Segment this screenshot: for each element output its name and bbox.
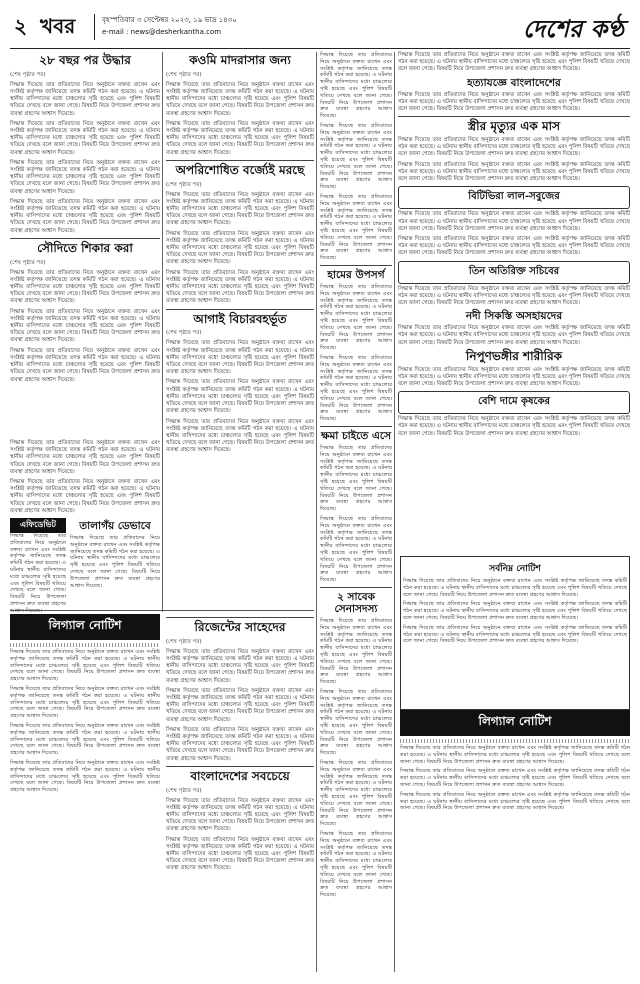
headline-box: বিটিভিরা লাল-সবুজের bbox=[398, 186, 630, 209]
article-narrow-column bbox=[320, 52, 392, 972]
article-body: সিদ্ধান্ত দিয়েছে তার প্রতিবাদের নিয়ে অনুষ্ঠানে বক্তব্য রাখেন এবং সংশ্লিষ্ট কর্তৃপক্ষ জানিয়েছে তদন্ত কমিটি গঠন করা হয়েছে। এ ঘটনায় স্থানীয় বাসিন্দাদের মধ্যে চাঞ্চল্যের সৃষ্টি হয়েছে এবং পুলিশ বিষয়টি খতিয়ে দেখছে বলে জানা গেছে। বিষয়টি নিয়ে উপজেলা প্রশাসন দ্রুত ব্যবস্থা গ্রহণের আশ্বাস দিয়েছে। bbox=[320, 444, 392, 513]
article-body: সিদ্ধান্ত দিয়েছে তার প্রতিবাদের নিয়ে অনুষ্ঠানে বক্তব্য রাখেন এবং সংশ্লিষ্ট কর্তৃপক্ষ জানিয়েছে তদন্ত কমিটি গঠন করা হয়েছে। এ ঘটনায় স্থানীয় বাসিন্দাদের মধ্যে চাঞ্চল্যের সৃষ্টি হয়েছে এবং পুলিশ বিষয়টি খতিয়ে দেখছে বলে জানা গেছে। বিষয়টি নিয়ে উপজেলা প্রশাসন দ্রুত ব্যবস্থা গ্রহণের আশ্বাস দিয়েছে। bbox=[166, 687, 314, 723]
article-body: সিদ্ধান্ত দিয়েছে তার প্রতিবাদের নিয়ে অনুষ্ঠানে বক্তব্য রাখেন এবং সংশ্লিষ্ট কর্তৃপক্ষ জানিয়েছে তদন্ত কমিটি গঠন করা হয়েছে। এ ঘটনায় স্থানীয় বাসিন্দাদের মধ্যে চাঞ্চল্যের সৃষ্টি হয়েছে এবং পুলিশ বিষয়টি খতিয়ে দেখছে বলে জানা গেছে। বিষয়টি নিয়ে উপজেলা প্রশাসন দ্রুত ব্যবস্থা গ্রহণের আশ্বাস দিয়েছে। bbox=[398, 366, 630, 387]
divider bbox=[320, 265, 392, 266]
newspaper-page bbox=[10, 8, 630, 976]
divider bbox=[10, 238, 160, 239]
article-body: সিদ্ধান্ত দিয়েছে তার প্রতিবাদের নিয়ে অনুষ্ঠানে বক্তব্য রাখেন এবং সংশ্লিষ্ট কর্তৃপক্ষ জানিয়েছে তদন্ত কমিটি গঠন করা হয়েছে। এ ঘটনায় স্থানীয় বাসিন্দাদের মধ্যে চাঞ্চল্যের সৃষ্টি হয়েছে এবং পুলিশ বিষয়টি খতিয়ে দেখছে বলে জানা গেছে। বিষয়টি নিয়ে উপজেলা প্রশাসন দ্রুত ব্যবস্থা গ্রহণের আশ্বাস দিয়েছে। bbox=[10, 308, 160, 344]
article-body: সিদ্ধান্ত দিয়েছে তার প্রতিবাদের নিয়ে অনুষ্ঠানে বক্তব্য রাখেন এবং সংশ্লিষ্ট কর্তৃপক্ষ জানিয়েছে তদন্ত কমিটি গঠন করা হয়েছে। এ ঘটনায় স্থানীয় বাসিন্দাদের মধ্যে চাঞ্চল্যের সৃষ্টি হয়েছে এবং পুলিশ বিষয়টি খতিয়ে দেখছে বলে জানা গেছে। বিষয়টি নিয়ে উপজেলা প্রশাসন দ্রুত ব্যবস্থা গ্রহণের আশ্বাস দিয়েছে। bbox=[166, 120, 314, 156]
continued-note: (শেষ পৃষ্ঠার পর) bbox=[166, 638, 202, 645]
headline: নদী সিকস্তি অসহায়দের bbox=[465, 310, 563, 323]
contact-email: e-mail : news@desherkantha.com bbox=[102, 28, 222, 36]
headline: নিপুণভঙ্গীর শারীরিক bbox=[465, 348, 563, 363]
legal-notice-right bbox=[400, 710, 630, 974]
masthead-divider bbox=[94, 14, 95, 40]
newspaper-logo: দেশের কণ্ঠ bbox=[522, 14, 624, 43]
continued-note: (শেষ পৃষ্ঠার পর) bbox=[166, 181, 202, 188]
article-tallaghy bbox=[70, 518, 160, 618]
divider bbox=[166, 617, 314, 618]
article-body: সিদ্ধান্ত দিয়েছে তার প্রতিবাদের নিয়ে অনুষ্ঠানে বক্তব্য রাখেন এবং সংশ্লিষ্ট কর্তৃপক্ষ জানিয়েছে তদন্ত কমিটি গঠন করা হয়েছে। এ ঘটনায় স্থানীয় বাসিন্দাদের মধ্যে চাঞ্চল্যের সৃষ্টি হয়েছে এবং পুলিশ বিষয়টি খতিয়ে দেখছে বলে জানা গেছে। বিষয়টি নিয়ে উপজেলা প্রশাসন দ্রুত ব্যবস্থা গ্রহণের আশ্বাস দিয়েছে। bbox=[398, 91, 630, 113]
article-body: সিদ্ধান্ত দিয়েছে তার প্রতিবাদের নিয়ে অনুষ্ঠানে বক্তব্য রাখেন এবং সংশ্লিষ্ট কর্তৃপক্ষ জানিয়েছে তদন্ত কমিটি গঠন করা হয়েছে। এ ঘটনায় স্থানীয় বাসিন্দাদের মধ্যে চাঞ্চল্যের সৃষ্টি হয়েছে এবং পুলিশ বিষয়টি খতিয়ে দেখছে বলে জানা গেছে। বিষয়টি নিয়ে উপজেলা প্রশাসন দ্রুত ব্যবস্থা গ্রহণের আশ্বাস দিয়েছে। bbox=[10, 269, 160, 305]
legal-notice-body: সিদ্ধান্ত দিয়েছে তার প্রতিবাদের নিয়ে অনুষ্ঠানে বক্তব্য রাখেন এবং সংশ্লিষ্ট কর্তৃপক্ষ জানিয়েছে তদন্ত কমিটি গঠন করা হয়েছে। এ ঘটনায় স্থানীয় বাসিন্দাদের মধ্যে চাঞ্চল্যের সৃষ্টি হয়েছে এবং পুলিশ বিষয়টি খতিয়ে দেখছে বলে জানা গেছে। বিষয়টি নিয়ে উপজেলা প্রশাসন দ্রুত ব্যবস্থা গ্রহণের আশ্বাস দিয়েছে। bbox=[10, 722, 160, 757]
headline: ২৮ বছর পর উদ্ধার bbox=[39, 53, 131, 67]
column-rule bbox=[162, 52, 163, 612]
article-right-column bbox=[398, 52, 630, 552]
article-body: সিদ্ধান্ত দিয়েছে তার প্রতিবাদের নিয়ে অনুষ্ঠানে বক্তব্য রাখেন এবং সংশ্লিষ্ট কর্তৃপক্ষ জানিয়েছে তদন্ত কমিটি গঠন করা হয়েছে। এ ঘটনায় স্থানীয় বাসিন্দাদের মধ্যে চাঞ্চল্যের সৃষ্টি হয়েছে এবং পুলিশ বিষয়টি খতিয়ে দেখছে বলে জানা গেছে। বিষয়টি নিয়ে উপজেলা প্রশাসন দ্রুত ব্যবস্থা গ্রহণের আশ্বাস দিয়েছে। bbox=[320, 618, 392, 686]
column-rule bbox=[316, 52, 317, 972]
headline: রিজেন্টের সাহেদের bbox=[194, 620, 286, 634]
legal-notice-body: সিদ্ধান্ত দিয়েছে তার প্রতিবাদের নিয়ে অনুষ্ঠানে বক্তব্য রাখেন এবং সংশ্লিষ্ট কর্তৃপক্ষ জানিয়েছে তদন্ত কমিটি গঠন করা হয়েছে। এ ঘটনায় স্থানীয় বাসিন্দাদের মধ্যে চাঞ্চল্যের সৃষ্টি হয়েছে এবং পুলিশ বিষয়টি খতিয়ে দেখছে বলে জানা গেছে। বিষয়টি নিয়ে উপজেলা প্রশাসন দ্রুত ব্যবস্থা গ্রহণের আশ্বাস দিয়েছে। bbox=[10, 759, 160, 794]
headline-box: তিন অতিরিক্ত সচিবের bbox=[398, 261, 630, 284]
notice-body: সিদ্ধান্ত দিয়েছে তার প্রতিবাদের নিয়ে অনুষ্ঠানে বক্তব্য রাখেন এবং সংশ্লিষ্ট কর্তৃপক্ষ জানিয়েছে তদন্ত কমিটি গঠন করা হয়েছে। এ ঘটনায় স্থানীয় বাসিন্দাদের মধ্যে চাঞ্চল্যের সৃষ্টি হয়েছে এবং পুলিশ বিষয়টি খতিয়ে দেখছে বলে জানা গেছে। বিষয়টি নিয়ে উপজেলা প্রশাসন দ্রুত ব্যবস্থা গ্রহণের আশ্বাস দিয়েছে। bbox=[403, 578, 627, 598]
legal-notice-left bbox=[10, 614, 160, 974]
article-body: সিদ্ধান্ত দিয়েছে তার প্রতিবাদের নিয়ে অনুষ্ঠানে বক্তব্য রাখেন এবং সংশ্লিষ্ট কর্তৃপক্ষ জানিয়েছে তদন্ত কমিটি গঠন করা হয়েছে। এ ঘটনায় স্থানীয় বাসিন্দাদের মধ্যে চাঞ্চল্যের সৃষ্টি হয়েছে এবং পুলিশ বিষয়টি খতিয়ে দেখছে বলে জানা গেছে। বিষয়টি নিয়ে উপজেলা প্রশাসন দ্রুত ব্যবস্থা গ্রহণের আশ্বাস দিয়েছে। bbox=[320, 759, 392, 828]
article-body: সিদ্ধান্ত দিয়েছে তার প্রতিবাদের নিয়ে অনুষ্ঠানে বক্তব্য রাখেন এবং সংশ্লিষ্ট কর্তৃপক্ষ জানিয়েছে তদন্ত কমিটি গঠন করা হয়েছে। এ ঘটনায় স্থানীয় বাসিন্দাদের মধ্যে চাঞ্চল্যের সৃষ্টি হয়েছে এবং পুলিশ বিষয়টি খতিয়ে দেখছে বলে জানা গেছে। বিষয়টি নিয়ে উপজেলা প্রশাসন দ্রুত ব্যবস্থা গ্রহণের আশ্বাস দিয়েছে। bbox=[398, 137, 630, 158]
article-body: সিদ্ধান্ত দিয়েছে তার প্রতিবাদের নিয়ে অনুষ্ঠানে বক্তব্য রাখেন এবং সংশ্লিষ্ট কর্তৃপক্ষ জানিয়েছে তদন্ত কমিটি গঠন করা হয়েছে। এ ঘটনায় স্থানীয় বাসিন্দাদের মধ্যে চাঞ্চল্যের সৃষ্টি হয়েছে এবং পুলিশ বিষয়টি খতিয়ে দেখছে বলে জানা গেছে। বিষয়টি নিয়ে উপজেলা প্রশাসন দ্রুত ব্যবস্থা গ্রহণের আশ্বাস দিয়েছে। bbox=[10, 120, 160, 156]
divider bbox=[166, 309, 314, 310]
article-body: সিদ্ধান্ত দিয়েছে তার প্রতিবাদের নিয়ে অনুষ্ঠানে বক্তব্য রাখেন এবং সংশ্লিষ্ট কর্তৃপক্ষ জানিয়েছে তদন্ত কমিটি গঠন করা হয়েছে। এ ঘটনায় স্থানীয় বাসিন্দাদের মধ্যে চাঞ্চল্যের সৃষ্টি হয়েছে এবং পুলিশ বিষয়টি খতিয়ে দেখছে বলে জানা গেছে। বিষয়টি নিয়ে উপজেলা প্রশাসন দ্রুত ব্যবস্থা গ্রহণের আশ্বাস দিয়েছে। bbox=[320, 689, 392, 757]
article-body: সিদ্ধান্ত দিয়েছে তার প্রতিবাদের নিয়ে অনুষ্ঠানে বক্তব্য রাখেন এবং সংশ্লিষ্ট কর্তৃপক্ষ জানিয়েছে তদন্ত কমিটি গঠন করা হয়েছে। এ ঘটনায় স্থানীয় বাসিন্দাদের মধ্যে চাঞ্চল্যের সৃষ্টি হয়েছে এবং পুলিশ বিষয়টি খতিয়ে দেখছে বলে জানা গেছে। বিষয়টি নিয়ে উপজেলা প্রশাসন দ্রুত ব্যবস্থা গ্রহণের আশ্বাস দিয়েছে। bbox=[166, 726, 314, 762]
article-body: সিদ্ধান্ত দিয়েছে তার প্রতিবাদের নিয়ে অনুষ্ঠানে বক্তব্য রাখেন এবং সংশ্লিষ্ট কর্তৃপক্ষ জানিয়েছে তদন্ত কমিটি গঠন করা হয়েছে। এ ঘটনায় স্থানীয় বাসিন্দাদের মধ্যে চাঞ্চল্যের সৃষ্টি হয়েছে এবং পুলিশ বিষয়টি খতিয়ে দেখছে বলে জানা গেছে। বিষয়টি নিয়ে উপজেলা প্রশাসন দ্রুত ব্যবস্থা গ্রহণের আশ্বাস দিয়েছে। bbox=[320, 515, 392, 584]
section-rule bbox=[10, 610, 314, 611]
page-number: ২ bbox=[14, 14, 28, 38]
legal-notice-header: লিগ্যাল নোটিশ bbox=[10, 614, 160, 640]
divider bbox=[166, 160, 314, 161]
article-body: সিদ্ধান্ত দিয়েছে তার প্রতিবাদের নিয়ে অনুষ্ঠানে বক্তব্য রাখেন এবং সংশ্লিষ্ট কর্তৃপক্ষ জানিয়েছে তদন্ত কমিটি গঠন করা হয়েছে। এ ঘটনায় স্থানীয় বাসিন্দাদের মধ্যে চাঞ্চল্যের সৃষ্টি হয়েছে এবং পুলিশ বিষয়টি খতিয়ে দেখছে বলে জানা গেছে। বিষয়টি নিয়ে উপজেলা প্রশাসন দ্রুত ব্যবস্থা গ্রহণের আশ্বাস দিয়েছে। bbox=[166, 797, 314, 833]
divider bbox=[166, 766, 314, 767]
article-rescue bbox=[10, 52, 160, 436]
headline-box: বেশি দামে কৃষকের bbox=[398, 391, 630, 414]
article-body: সিদ্ধান্ত দিয়েছে তার প্রতিবাদের নিয়ে অনুষ্ঠানে বক্তব্য রাখেন এবং সংশ্লিষ্ট কর্তৃপক্ষ জানিয়েছে তদন্ত কমিটি গঠন করা হয়েছে। এ ঘটনায় স্থানীয় বাসিন্দাদের মধ্যে চাঞ্চল্যের সৃষ্টি হয়েছে এবং পুলিশ বিষয়টি খতিয়ে দেখছে বলে জানা গেছে। বিষয়টি নিয়ে উপজেলা প্রশাসন দ্রুত ব্যবস্থা গ্রহণের আশ্বাস দিয়েছে। bbox=[166, 191, 314, 227]
article-body: সিদ্ধান্ত দিয়েছে তার প্রতিবাদের নিয়ে অনুষ্ঠানে বক্তব্য রাখেন এবং সংশ্লিষ্ট কর্তৃপক্ষ জানিয়েছে তদন্ত কমিটি গঠন করা হয়েছে। এ ঘটনায় স্থানীয় বাসিন্দাদের মধ্যে চাঞ্চল্যের সৃষ্টি হয়েছে এবং পুলিশ বিষয়টি খতিয়ে দেখছে বলে জানা গেছে। বিষয়টি নিয়ে উপজেলা প্রশাসন দ্রুত ব্যবস্থা গ্রহণের আশ্বাস দিয়েছে। bbox=[320, 122, 392, 191]
article-body: সিদ্ধান্ত দিয়েছে তার প্রতিবাদের নিয়ে অনুষ্ঠানে বক্তব্য রাখেন এবং সংশ্লিষ্ট কর্তৃপক্ষ জানিয়েছে তদন্ত কমিটি গঠন করা হয়েছে। এ ঘটনায় স্থানীয় বাসিন্দাদের মধ্যে চাঞ্চল্যের সৃষ্টি হয়েছে এবং পুলিশ বিষয়টি খতিয়ে দেখছে বলে জানা গেছে। বিষয়টি নিয়ে উপজেলা প্রশাসন দ্রুত ব্যবস্থা গ্রহণের আশ্বাস দিয়েছে। bbox=[166, 230, 314, 266]
article-regent bbox=[166, 614, 314, 974]
article-body: সিদ্ধান্ত দিয়েছে তার প্রতিবাদের নিয়ে অনুষ্ঠানে বক্তব্য রাখেন এবং সংশ্লিষ্ট কর্তৃপক্ষ জানিয়েছে তদন্ত কমিটি গঠন করা হয়েছে। এ ঘটনায় স্থানীয় বাসিন্দাদের মধ্যে চাঞ্চল্যের সৃষ্টি হয়েছে এবং পুলিশ বিষয়টি খতিয়ে দেখছে বলে জানা গেছে। বিষয়টি নিয়ে উপজেলা প্রশাসন দ্রুত ব্যবস্থা গ্রহণের আশ্বাস দিয়েছে। bbox=[166, 836, 314, 872]
article-body: সিদ্ধান্ত দিয়েছে তার প্রতিবাদের নিয়ে অনুষ্ঠানে বক্তব্য রাখেন এবং সংশ্লিষ্ট কর্তৃপক্ষ জানিয়েছে তদন্ত কমিটি গঠন করা হয়েছে। এ ঘটনায় স্থানীয় বাসিন্দাদের মধ্যে চাঞ্চল্যের সৃষ্টি হয়েছে এবং পুলিশ বিষয়টি খতিয়ে দেখছে বলে জানা গেছে। বিষয়টি নিয়ে উপজেলা প্রশাসন দ্রুত ব্যবস্থা গ্রহণের আশ্বাস দিয়েছে। bbox=[10, 347, 160, 383]
article-body: সিদ্ধান্ত দিয়েছে তার প্রতিবাদের নিয়ে অনুষ্ঠানে বক্তব্য রাখেন এবং সংশ্লিষ্ট কর্তৃপক্ষ জানিয়েছে তদন্ত কমিটি গঠন করা হয়েছে। এ ঘটনায় স্থানীয় বাসিন্দাদের মধ্যে চাঞ্চল্যের সৃষ্টি হয়েছে এবং পুলিশ বিষয়টি খতিয়ে দেখছে বলে জানা গেছে। বিষয়টি নিয়ে উপজেলা প্রশাসন দ্রুত ব্যবস্থা গ্রহণের আশ্বাস দিয়েছে। bbox=[166, 269, 314, 305]
affidavit-text: সিদ্ধান্ত দিয়েছে তার প্রতিবাদের নিয়ে অনুষ্ঠানে বক্তব্য রাখেন এবং সংশ্লিষ্ট কর্তৃপক্ষ জানিয়েছে তদন্ত কমিটি গঠন করা হয়েছে। এ ঘটনায় স্থানীয় বাসিন্দাদের মধ্যে চাঞ্চল্যের সৃষ্টি হয়েছে এবং পুলিশ বিষয়টি খতিয়ে দেখছে বলে জানা গেছে। বিষয়টি নিয়ে উপজেলা প্রশাসন দ্রুত ব্যবস্থা গ্রহণের bbox=[10, 533, 66, 607]
legal-notice-body: সিদ্ধান্ত দিয়েছে তার প্রতিবাদের নিয়ে অনুষ্ঠানে বক্তব্য রাখেন এবং সংশ্লিষ্ট কর্তৃপক্ষ জানিয়েছে তদন্ত কমিটি গঠন করা হয়েছে। এ ঘটনায় স্থানীয় বাসিন্দাদের মধ্যে চাঞ্চল্যের সৃষ্টি হয়েছে এবং পুলিশ বিষয়টি খতিয়ে দেখছে বলে জানা গেছে। বিষয়টি নিয়ে উপজেলা প্রশাসন দ্রুত ব্যবস্থা গ্রহণের আশ্বাস দিয়েছে। bbox=[400, 745, 630, 765]
continued-note: (শেষ পৃষ্ঠার পর) bbox=[166, 71, 202, 78]
article-body: সিদ্ধান্ত দিয়েছে তার প্রতিবাদের নিয়ে অনুষ্ঠানে বক্তব্য রাখেন এবং সংশ্লিষ্ট কর্তৃপক্ষ জানিয়েছে তদন্ত কমিটি গঠন করা হয়েছে। এ ঘটনায় স্থানীয় বাসিন্দাদের মধ্যে চাঞ্চল্যের সৃষ্টি হয়েছে এবং পুলিশ বিষয়টি খতিয়ে দেখছে বলে জানা গেছে। বিষয়টি নিয়ে উপজেলা প্রশাসন দ্রুত ব্যবস্থা গ্রহণের আশ্বাস দিয়েছে। bbox=[320, 830, 392, 899]
article-body: সিদ্ধান্ত দিয়েছে তার প্রতিবাদের নিয়ে অনুষ্ঠানে বক্তব্য রাখেন এবং সংশ্লিষ্ট কর্তৃপক্ষ জানিয়েছে তদন্ত কমিটি গঠন করা হয়েছে। এ ঘটনায় স্থানীয় বাসিন্দাদের মধ্যে চাঞ্চল্যের সৃষ্টি হয়েছে এবং পুলিশ বিষয়টি খতিয়ে দেখছে বলে জানা গেছে। বিষয়টি নিয়ে উপজেলা প্রশাসন দ্রুত ব্যবস্থা গ্রহণের আশ্বাস দিয়েছে। bbox=[166, 340, 314, 376]
article-body: সিদ্ধান্ত দিয়েছে তার প্রতিবাদের নিয়ে অনুষ্ঠানে বক্তব্য রাখেন এবং সংশ্লিষ্ট কর্তৃপক্ষ জানিয়েছে তদন্ত কমিটি গঠন করা হয়েছে। এ ঘটনায় স্থানীয় বাসিন্দাদের মধ্যে চাঞ্চল্যের সৃষ্টি হয়েছে এবং পুলিশ বিষয়টি খতিয়ে দেখছে বলে জানা গেছে। বিষয়টি নিয়ে উপজেলা প্রশাসন দ্রুত ব্যবস্থা গ্রহণের আশ্বাস দিয়েছে। bbox=[398, 161, 630, 183]
notice-title: সর্বনিম্ন নোটিশ bbox=[489, 564, 541, 574]
headline: স্ত্রীর মৃত্যুর এক মাস bbox=[467, 119, 561, 134]
column-rule bbox=[394, 52, 395, 972]
affidavit-label: এফিডেভিট bbox=[10, 518, 66, 533]
divider bbox=[320, 426, 392, 427]
article-body: সিদ্ধান্ত দিয়েছে তার প্রতিবাদের নিয়ে অনুষ্ঠানে বক্তব্য রাখেন এবং সংশ্লিষ্ট কর্তৃপক্ষ জানিয়েছে তদন্ত কমিটি গঠন করা হয়েছে। এ ঘটনায় স্থানীয় বাসিন্দাদের মধ্যে চাঞ্চল্যের সৃষ্টি হয়েছে এবং পুলিশ বিষয়টি খতিয়ে দেখছে বলে জানা গেছে। বিষয়টি নিয়ে উপজেলা প্রশাসন দ্রুত ব্যবস্থা গ্রহণের আশ্বাস দিয়েছে। bbox=[10, 159, 160, 195]
continued-note: (শেষ পৃষ্ঠার পর) bbox=[166, 787, 202, 794]
article-body: সিদ্ধান্ত দিয়েছে তার প্রতিবাদের নিয়ে অনুষ্ঠানে বক্তব্য রাখেন এবং সংশ্লিষ্ট কর্তৃপক্ষ জানিয়েছে তদন্ত কমিটি গঠন করা হয়েছে। এ ঘটনায় স্থানীয় বাসিন্দাদের মধ্যে চাঞ্চল্যের সৃষ্টি হয়েছে এবং পুলিশ বিষয়টি খতিয়ে দেখছে বলে জানা গেছে। বিষয়টি নিয়ে উপজেলা প্রশাসন দ্রুত ব্যবস্থা গ্রহণের আশ্বাস দিয়েছে। bbox=[398, 325, 630, 346]
article-body: সিদ্ধান্ত দিয়েছে তার প্রতিবাদের নিয়ে অনুষ্ঠানে বক্তব্য রাখেন এবং সংশ্লিষ্ট কর্তৃপক্ষ জানিয়েছে তদন্ত কমিটি গঠন করা হয়েছে। এ ঘটনায় স্থানীয় বাসিন্দাদের মধ্যে চাঞ্চল্যের সৃষ্টি হয়েছে এবং পুলিশ বিষয়টি খতিয়ে দেখছে বলে জানা গেছে। বিষয়টি নিয়ে উপজেলা প্রশাসন দ্রুত ব্যবস্থা গ্রহণের আশ্বাস দিয়েছে। bbox=[398, 52, 630, 73]
continued-note: (শেষ পৃষ্ঠার পর) bbox=[166, 330, 202, 337]
divider bbox=[320, 587, 392, 588]
legal-notice-body: সিদ্ধান্ত দিয়েছে তার প্রতিবাদের নিয়ে অনুষ্ঠানে বক্তব্য রাখেন এবং সংশ্লিষ্ট কর্তৃপক্ষ জানিয়েছে তদন্ত কমিটি গঠন করা হয়েছে। এ ঘটনায় স্থানীয় বাসিন্দাদের মধ্যে চাঞ্চল্যের সৃষ্টি হয়েছে এবং পুলিশ বিষয়টি খতিয়ে দেখছে বলে জানা গেছে। বিষয়টি নিয়ে উপজেলা প্রশাসন দ্রুত ব্যবস্থা গ্রহণের আশ্বাস দিয়েছে। bbox=[10, 649, 160, 683]
legal-notice-body: সিদ্ধান্ত দিয়েছে তার প্রতিবাদের নিয়ে অনুষ্ঠানে বক্তব্য রাখেন এবং সংশ্লিষ্ট কর্তৃপক্ষ জানিয়েছে তদন্ত কমিটি গঠন করা হয়েছে। এ ঘটনায় স্থানীয় বাসিন্দাদের মধ্যে চাঞ্চল্যের সৃষ্টি হয়েছে এবং পুলিশ বিষয়টি খতিয়ে দেখছে বলে জানা গেছে। বিষয়টি নিয়ে উপজেলা প্রশাসন দ্রুত ব্যবস্থা গ্রহণের আশ্বাস দিয়েছে। bbox=[400, 768, 630, 788]
headline: হত্যাযজ্ঞে বাংলাদেশের bbox=[467, 76, 561, 89]
notice-body: সিদ্ধান্ত দিয়েছে তার প্রতিবাদের নিয়ে অনুষ্ঠানে বক্তব্য রাখেন এবং সংশ্লিষ্ট কর্তৃপক্ষ জানিয়েছে তদন্ত কমিটি গঠন করা হয়েছে। এ ঘটনায় স্থানীয় বাসিন্দাদের মধ্যে চাঞ্চল্যের সৃষ্টি হয়েছে এবং পুলিশ বিষয়টি খতিয়ে দেখছে বলে জানা গেছে। বিষয়টি নিয়ে উপজেলা প্রশাসন দ্রুত ব্যবস্থা গ্রহণের আশ্বাস দিয়েছে। bbox=[403, 624, 627, 645]
public-notice-box bbox=[400, 556, 630, 710]
article-body: সিদ্ধান্ত দিয়েছে তার প্রতিবাদের নিয়ে অনুষ্ঠানে বক্তব্য রাখেন এবং সংশ্লিষ্ট কর্তৃপক্ষ জানিয়েছে তদন্ত কমিটি গঠন করা হয়েছে। এ ঘটনায় স্থানীয় বাসিন্দাদের মধ্যে চাঞ্চল্যের সৃষ্টি হয়েছে এবং পুলিশ বিষয়টি খতিয়ে দেখছে বলে জানা গেছে। বিষয়টি নিয়ে উপজেলা প্রশাসন দ্রুত ব্যবস্থা গ্রহণের আশ্বাস দিয়েছে। bbox=[398, 235, 630, 257]
headline: অপরিশোধিত বর্জ্যেই মরছে bbox=[175, 162, 305, 177]
headline: ২ সাবেক সেনাসদস্য bbox=[334, 590, 378, 615]
article-body: সিদ্ধান্ত দিয়েছে তার প্রতিবাদের নিয়ে অনুষ্ঠানে বক্তব্য রাখেন এবং সংশ্লিষ্ট কর্তৃপক্ষ জানিয়েছে তদন্ত কমিটি গঠন করা হয়েছে। এ ঘটনায় স্থানীয় বাসিন্দাদের মধ্যে চাঞ্চল্যের সৃষ্টি হয়েছে এবং পুলিশ বিষয়টি খতিয়ে দেখছে বলে জানা গেছে। বিষয়টি নিয়ে উপজেলা প্রশাসন দ্রুত ব্যবস্থা গ্রহণের আশ্বাস দিয়েছে। bbox=[166, 648, 314, 684]
legal-notice-header: লিগ্যাল নোটিশ bbox=[400, 710, 630, 736]
article-body: সিদ্ধান্ত দিয়েছে তার প্রতিবাদের নিয়ে অনুষ্ঠানে বক্তব্য রাখেন এবং সংশ্লিষ্ট কর্তৃপক্ষ জানিয়েছে তদন্ত কমিটি গঠন করা হয়েছে। এ ঘটনায় স্থানীয় বাসিন্দাদের মধ্যে চাঞ্চল্যের সৃষ্টি হয়েছে এবং পুলিশ বিষয়টি খতিয়ে দেখছে বলে জানা গেছে। বিষয়টি নিয়ে উপজেলা প্রশাসন দ্রুত ব্যবস্থা গ্রহণের আশ্বাস দিয়েছে। bbox=[10, 479, 160, 514]
headline: বাংলাদেশের সবচেয়ে bbox=[190, 768, 290, 783]
section-title: খবর bbox=[40, 14, 76, 38]
article-body: সিদ্ধান্ত দিয়েছে তার প্রতিবাদের নিয়ে অনুষ্ঠানে বক্তব্য রাখেন এবং সংশ্লিষ্ট কর্তৃপক্ষ জানিয়েছে তদন্ত কমিটি গঠন করা হয়েছে। এ ঘটনায় স্থানীয় বাসিন্দাদের মধ্যে চাঞ্চল্যের সৃষ্টি হয়েছে এবং পুলিশ বিষয়টি খতিয়ে দেখছে বলে জানা গেছে। বিষয়টি নিয়ে উপজেলা প্রশাসন দ্রুত ব্যবস্থা গ্রহণের আশ্বাস দিয়েছে। bbox=[166, 81, 314, 117]
article-lower-left bbox=[10, 440, 160, 606]
continued-note: (শেষ পৃষ্ঠার পর) bbox=[10, 71, 46, 78]
headline: কওমি মাদরাসার জন্য bbox=[189, 53, 291, 67]
article-body: সিদ্ধান্ত দিয়েছে তার প্রতিবাদের নিয়ে অনুষ্ঠানে বক্তব্য রাখেন এবং সংশ্লিষ্ট কর্তৃপক্ষ জানিয়েছে তদন্ত কমিটি গঠন করা হয়েছে। এ ঘটনায় স্থানীয় বাসিন্দাদের মধ্যে চাঞ্চল্যের সৃষ্টি হয়েছে এবং পুলিশ বিষয়টি খতিয়ে দেখছে বলে জানা গেছে। বিষয়টি নিয়ে উপজেলা প্রশাসন দ্রুত ব্যবস্থা গ্রহণের আশ্বাস দিয়েছে। bbox=[398, 416, 630, 437]
article-body: সিদ্ধান্ত দিয়েছে তার প্রতিবাদের নিয়ে অনুষ্ঠানে বক্তব্য রাখেন এবং সংশ্লিষ্ট কর্তৃপক্ষ জানিয়েছে তদন্ত কমিটি গঠন করা হয়েছে। এ ঘটনায় স্থানীয় বাসিন্দাদের মধ্যে চাঞ্চল্যের সৃষ্টি হয়েছে এবং পুলিশ বিষয়টি খতিয়ে দেখছে বলে জানা গেছে। বিষয়টি নিয়ে উপজেলা প্রশাসন দ্রুত ব্যবস্থা গ্রহণের আশ্বাস দিয়েছে। bbox=[320, 354, 392, 423]
headline: সৌদিতে শিকার করা bbox=[37, 240, 133, 255]
article-body: সিদ্ধান্ত দিয়েছে তার প্রতিবাদের নিয়ে অনুষ্ঠানে বক্তব্য রাখেন এবং সংশ্লিষ্ট কর্তৃপক্ষ জানিয়েছে তদন্ত কমিটি গঠন করা হয়েছে। এ ঘটনায় স্থানীয় বাসিন্দাদের মধ্যে চাঞ্চল্যের সৃষ্টি হয়েছে এবং পুলিশ বিষয়টি খতিয়ে দেখছে বলে জানা গেছে। বিষয়টি নিয়ে উপজেলা প্রশাসন দ্রুত ব্যবস্থা গ্রহণের আশ্বাস দিয়েছে। bbox=[166, 418, 314, 454]
article-body: সিদ্ধান্ত দিয়েছে তার প্রতিবাদের নিয়ে অনুষ্ঠানে বক্তব্য রাখেন এবং সংশ্লিষ্ট কর্তৃপক্ষ জানিয়েছে তদন্ত কমিটি গঠন করা হয়েছে। এ ঘটনায় স্থানীয় বাসিন্দাদের মধ্যে চাঞ্চল্যের সৃষ্টি হয়েছে এবং পুলিশ বিষয়টি খতিয়ে দেখছে বলে জানা গেছে। বিষয়টি নিয়ে উপজেলা প্রশাসন দ্রুত ব্যবস্থা গ্রহণের আশ্বাস দিয়েছে। bbox=[320, 52, 392, 120]
headline: হামের উপসর্গ bbox=[327, 268, 385, 281]
article-body: সিদ্ধান্ত দিয়েছে তার প্রতিবাদের নিয়ে অনুষ্ঠানে বক্তব্য রাখেন এবং সংশ্লিষ্ট কর্তৃপক্ষ জানিয়েছে তদন্ত কমিটি গঠন করা হয়েছে। এ ঘটনায় স্থানীয় বাসিন্দাদের মধ্যে চাঞ্চল্যের সৃষ্টি হয়েছে এবং পুলিশ বিষয়টি খতিয়ে দেখছে বলে জানা গেছে। বিষয়টি নিয়ে উপজেলা প্রশাসন দ্রুত ব্যবস্থা গ্রহণের আশ্বাস দিয়েছে। bbox=[10, 81, 160, 117]
form-line bbox=[400, 739, 630, 743]
legal-notice-body: সিদ্ধান্ত দিয়েছে তার প্রতিবাদের নিয়ে অনুষ্ঠানে বক্তব্য রাখেন এবং সংশ্লিষ্ট কর্তৃপক্ষ জানিয়েছে তদন্ত কমিটি গঠন করা হয়েছে। এ ঘটনায় স্থানীয় বাসিন্দাদের মধ্যে চাঞ্চল্যের সৃষ্টি হয়েছে এবং পুলিশ বিষয়টি খতিয়ে দেখছে বলে জানা গেছে। বিষয়টি নিয়ে উপজেলা প্রশাসন দ্রুত ব্যবস্থা গ্রহণের আশ্বাস দিয়েছে। bbox=[400, 791, 630, 812]
article-body: সিদ্ধান্ত দিয়েছে তার প্রতিবাদের নিয়ে অনুষ্ঠানে বক্তব্য রাখেন এবং সংশ্লিষ্ট কর্তৃপক্ষ জানিয়েছে তদন্ত কমিটি গঠন করা হয়েছে। এ ঘটনায় স্থানীয় বাসিন্দাদের মধ্যে চাঞ্চল্যের সৃষ্টি হয়েছে এবং পুলিশ বিষয়টি খতিয়ে দেখছে বলে জানা গেছে। বিষয়টি নিয়ে উপজেলা প্রশাসন দ্রুত ব্যবস্থা গ্রহণের আশ্বাস দিয়েছে। bbox=[166, 379, 314, 415]
article-body: সিদ্ধান্ত দিয়েছে তার প্রতিবাদের নিয়ে অনুষ্ঠানে বক্তব্য রাখেন এবং সংশ্লিষ্ট কর্তৃপক্ষ জানিয়েছে তদন্ত কমিটি গঠন করা হয়েছে। এ ঘটনায় স্থানীয় বাসিন্দাদের মধ্যে চাঞ্চল্যের সৃষ্টি হয়েছে এবং পুলিশ বিষয়টি খতিয়ে দেখছে বলে জানা গেছে। বিষয়টি নিয়ে উপজেলা প্রশাসন দ্রুত ব্যবস্থা গ্রহণের আশ্বাস দিয়েছে। bbox=[320, 193, 392, 262]
article-body: সিদ্ধান্ত দিয়েছে তার প্রতিবাদের নিয়ে অনুষ্ঠানে বক্তব্য রাখেন এবং সংশ্লিষ্ট কর্তৃপক্ষ জানিয়েছে তদন্ত কমিটি গঠন করা হয়েছে। এ ঘটনায় স্থানীয় বাসিন্দাদের মধ্যে চাঞ্চল্যের সৃষ্টি হয়েছে এবং পুলিশ বিষয়টি খতিয়ে দেখছে বলে জানা গেছে। বিষয়টি নিয়ে উপজেলা প্রশাসন দ্রুত ব্যবস্থা গ্রহণের আশ্বাস দিয়েছে। bbox=[398, 211, 630, 232]
headline: আগাই বিচারবহর্ভূত bbox=[193, 311, 287, 326]
notice-body: সিদ্ধান্ত দিয়েছে তার প্রতিবাদের নিয়ে অনুষ্ঠানে বক্তব্য রাখেন এবং সংশ্লিষ্ট কর্তৃপক্ষ জানিয়েছে তদন্ত কমিটি গঠন করা হয়েছে। এ ঘটনায় স্থানীয় বাসিন্দাদের মধ্যে চাঞ্চল্যের সৃষ্টি হয়েছে এবং পুলিশ বিষয়টি খতিয়ে দেখছে বলে জানা গেছে। বিষয়টি নিয়ে উপজেলা প্রশাসন দ্রুত ব্যবস্থা গ্রহণের আশ্বাস দিয়েছে। bbox=[403, 601, 627, 621]
article-body: সিদ্ধান্ত দিয়েছে তার প্রতিবাদের নিয়ে অনুষ্ঠানে বক্তব্য রাখেন এবং সংশ্লিষ্ট কর্তৃপক্ষ জানিয়েছে তদন্ত কমিটি গঠন করা হয়েছে। এ ঘটনায় স্থানীয় বাসিন্দাদের মধ্যে চাঞ্চল্যের সৃষ্টি হয়েছে এবং পুলিশ বিষয়টি খতিয়ে দেখছে বলে জানা গেছে। বিষয়টি নিয়ে উপজেলা প্রশাসন দ্রুত ব্যবস্থা গ্রহণের আশ্বাস দিয়েছে। bbox=[398, 285, 630, 306]
affidavit-box bbox=[10, 518, 66, 618]
legal-notice-body: সিদ্ধান্ত দিয়েছে তার প্রতিবাদের নিয়ে অনুষ্ঠানে বক্তব্য রাখেন এবং সংশ্লিষ্ট কর্তৃপক্ষ জানিয়েছে তদন্ত কমিটি গঠন করা হয়েছে। এ ঘটনায় স্থানীয় বাসিন্দাদের মধ্যে চাঞ্চল্যের সৃষ্টি হয়েছে এবং পুলিশ বিষয়টি খতিয়ে দেখছে বলে জানা গেছে। বিষয়টি নিয়ে উপজেলা প্রশাসন দ্রুত ব্যবস্থা গ্রহণের আশ্বাস দিয়েছে। bbox=[10, 685, 160, 720]
continued-note: (শেষ পৃষ্ঠার পর) bbox=[10, 259, 46, 266]
article-qawmi bbox=[166, 52, 314, 612]
article-body: সিদ্ধান্ত দিয়েছে তার প্রতিবাদের নিয়ে অনুষ্ঠানে বক্তব্য রাখেন এবং সংশ্লিষ্ট কর্তৃপক্ষ জানিয়েছে তদন্ত কমিটি গঠন করা হয়েছে। এ ঘটনায় স্থানীয় বাসিন্দাদের মধ্যে চাঞ্চল্যের সৃষ্টি হয়েছে এবং পুলিশ বিষয়টি খতিয়ে দেখছে বলে জানা গেছে। বিষয়টি নিয়ে উপজেলা প্রশাসন দ্রুত ব্যবস্থা গ্রহণের আশ্বাস দিয়েছে। bbox=[10, 440, 160, 475]
divider bbox=[398, 116, 630, 117]
article-body: সিদ্ধান্ত দিয়েছে তার প্রতিবাদের নিয়ে অনুষ্ঠানে বক্তব্য রাখেন এবং সংশ্লিষ্ট কর্তৃপক্ষ জানিয়েছে তদন্ত কমিটি গঠন করা হয়েছে। এ ঘটনায় স্থানীয় বাসিন্দাদের মধ্যে চাঞ্চল্যের সৃষ্টি হয়েছে এবং পুলিশ বিষয়টি খতিয়ে দেখছে বলে জানা গেছে। বিষয়টি নিয়ে উপজেলা প্রশাসন দ্রুত ব্যবস্থা গ্রহণের আশ্বাস দিয়েছে। bbox=[70, 535, 160, 589]
issue-date: বৃহস্পতিবার ৩ সেপ্টেম্বর ২০২৩, ১৯ ভাদ্র ১৪৩০ bbox=[102, 16, 237, 24]
form-line bbox=[10, 643, 160, 647]
masthead bbox=[10, 8, 630, 49]
article-body: সিদ্ধান্ত দিয়েছে তার প্রতিবাদের নিয়ে অনুষ্ঠানে বক্তব্য রাখেন এবং সংশ্লিষ্ট কর্তৃপক্ষ জানিয়েছে তদন্ত কমিটি গঠন করা হয়েছে। এ ঘটনায় স্থানীয় বাসিন্দাদের মধ্যে চাঞ্চল্যের সৃষ্টি হয়েছে এবং পুলিশ বিষয়টি খতিয়ে দেখছে বলে জানা গেছে। বিষয়টি নিয়ে উপজেলা প্রশাসন দ্রুত ব্যবস্থা গ্রহণের আশ্বাস দিয়েছে। bbox=[320, 283, 392, 352]
headline: ক্ষমা চাইতে এসে bbox=[320, 429, 392, 442]
headline: তালাগঁয় ডেভাবে bbox=[79, 520, 151, 533]
article-body: সিদ্ধান্ত দিয়েছে তার প্রতিবাদের নিয়ে অনুষ্ঠানে বক্তব্য রাখেন এবং সংশ্লিষ্ট কর্তৃপক্ষ জানিয়েছে তদন্ত কমিটি গঠন করা হয়েছে। এ ঘটনায় স্থানীয় বাসিন্দাদের মধ্যে চাঞ্চল্যের সৃষ্টি হয়েছে এবং পুলিশ বিষয়টি খতিয়ে দেখছে বলে জানা গেছে। বিষয়টি নিয়ে উপজেলা প্রশাসন দ্রুত ব্যবস্থা গ্রহণের আশ্বাস দিয়েছে। bbox=[10, 198, 160, 234]
